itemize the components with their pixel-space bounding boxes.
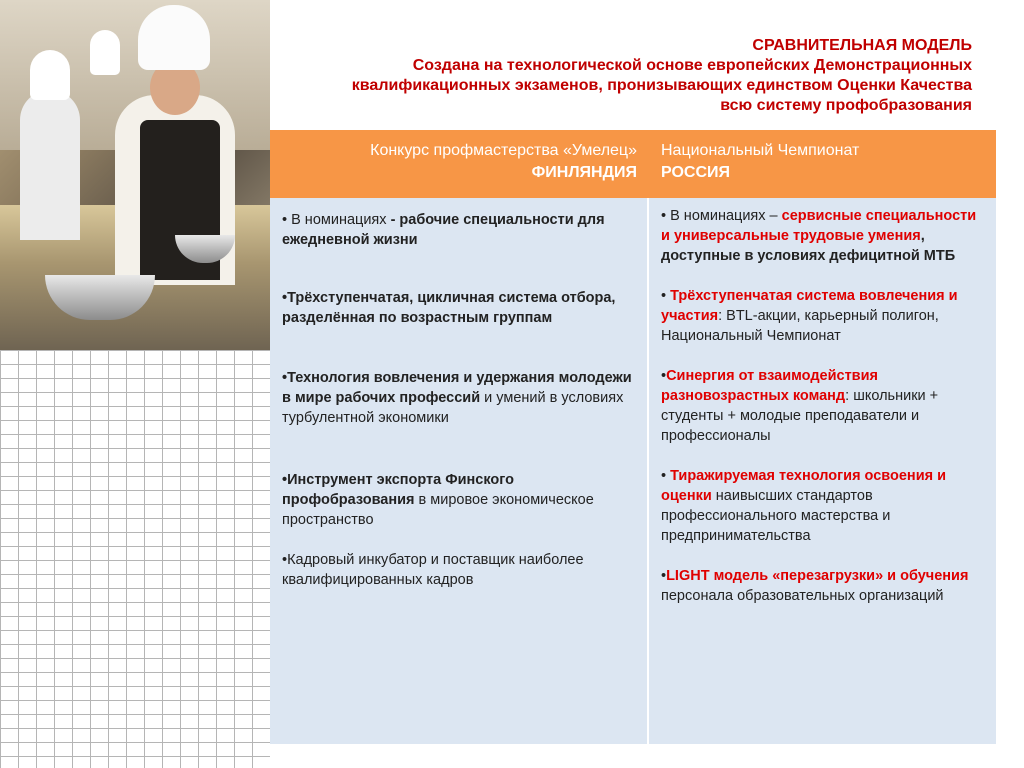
finland-item-3-text: и умений в условиях турбулентной экономики (282, 390, 624, 426)
finland-item-incubator: •Кадровый инкубатор и поставщик наиболее квалифицированных кадров (282, 552, 584, 588)
header-finland (270, 130, 649, 198)
comparison-table (270, 130, 996, 744)
russia-item-5-red: LIGHT модель «перезагрузки» и обучения (666, 568, 969, 584)
russia-item-3-text: : школьники + студенты + молодые преподаватели и профессионалы (661, 388, 939, 444)
russia-item-light-model (661, 566, 986, 606)
finland-column (270, 198, 649, 744)
russia-item-3-red: Синергия от взаимодействия разновозрастных команд (661, 368, 878, 404)
russia-item-synergy (661, 366, 986, 446)
header-russia (649, 130, 996, 198)
russia-item-1-red: сервисные специальности и универсальные трудовые умения (661, 208, 977, 244)
russia-item-4-red: Тиражируемая технология освоения и оценки (661, 468, 947, 504)
table-body (270, 198, 996, 744)
finland-item-selection: •Трёхступенчатая, цикличная система отбора, разделённая по возрастным группам (282, 290, 616, 326)
russia-item-1-tail: , доступные в условиях дефицитной МТБ (661, 228, 956, 264)
russia-item-3-bullet: • (661, 368, 667, 384)
title-line-4: всю систему профобразования (720, 97, 972, 114)
photo-chef-hat-distant (90, 30, 120, 75)
finland-item-technology (282, 368, 637, 428)
russia-item-nominations (661, 206, 986, 266)
russia-item-1-text: • В номинациях – (661, 208, 782, 224)
page-title (212, 36, 972, 116)
finland-item-1-bold: - рабочие специальности для ежедневной жизни (282, 212, 605, 248)
russia-item-5-text: персонала образовательных организаций (661, 588, 944, 604)
finland-item-4-bold: •Инструмент экспорта Финского профобразования (282, 472, 514, 508)
photo-chef-hat (138, 5, 210, 70)
russia-item-2-red: Трёхступенчатая система вовлечения и участия (661, 288, 958, 324)
table-header (270, 130, 996, 198)
russia-item-system (661, 286, 986, 346)
russia-item-4-bullet: • (661, 468, 671, 484)
photo-chef-hat-small (30, 50, 70, 100)
finland-item-4-text: в мировое экономическое пространство (282, 492, 594, 528)
header-finland-title: Конкурс профмастерства «Умелец» (370, 142, 637, 159)
header-finland-country: ФИНЛЯНДИЯ (531, 164, 637, 181)
title-line-1: СРАВНИТЕЛЬНАЯ МОДЕЛЬ (752, 37, 972, 54)
grid-paper-decoration (0, 350, 270, 768)
finland-item-3-bold: •Технология вовлечения и удержания молодежи в мире рабочих профессий (282, 370, 632, 406)
header-russia-title: Национальный Чемпионат (661, 142, 860, 159)
finland-item-1-text: • В номинациях (282, 212, 391, 228)
finland-item-export (282, 470, 637, 530)
russia-item-replicable (661, 466, 986, 546)
photo-background-chef (20, 90, 80, 240)
russia-item-4-text: наивысших стандартов профессионального мастерства и предпринимательства (661, 488, 891, 544)
title-line-3: квалификационных экзаменов, пронизывающих единством Оценки Качества (351, 77, 972, 94)
russia-item-2-bullet: • (661, 288, 671, 304)
title-line-2: Создана на технологической основе европейских Демонстрационных (412, 57, 972, 74)
russia-column (649, 198, 996, 744)
finland-item-nominations (282, 210, 637, 250)
header-russia-country: РОССИЯ (661, 164, 731, 181)
russia-item-2-text: : BTL-акции, карьерный полигон, Национальный Чемпионат (661, 308, 939, 344)
russia-item-5-bullet: • (661, 568, 667, 584)
